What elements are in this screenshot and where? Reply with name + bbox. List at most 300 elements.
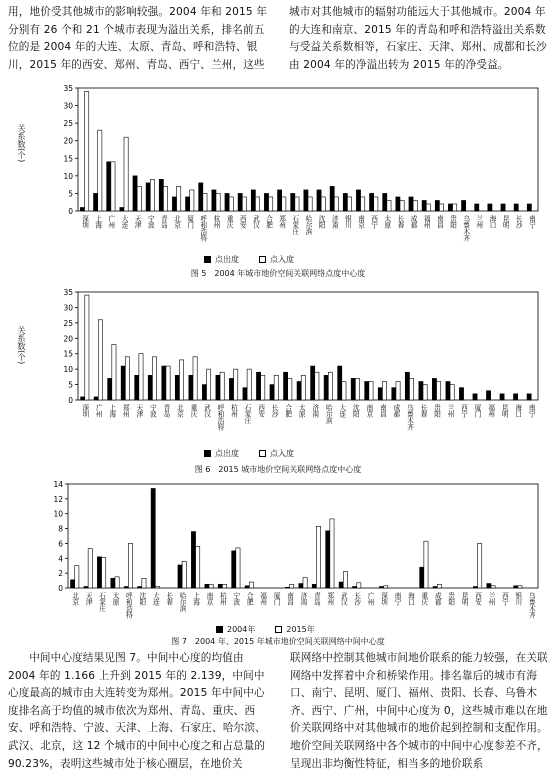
x-tick-label: 成都 [409, 215, 418, 229]
x-tick-label: 上海 [107, 404, 116, 418]
bar-a [392, 388, 396, 400]
bar-a [94, 193, 98, 211]
x-tick-label: 武汉 [339, 592, 348, 606]
x-tick-label: 深圳 [379, 592, 388, 606]
bar-a [285, 587, 289, 588]
bar-a [501, 204, 505, 211]
bar-a [107, 162, 111, 211]
bar-b [295, 197, 299, 211]
bar-a [111, 578, 115, 588]
x-tick-label: 海口 [406, 592, 415, 606]
bar-b [190, 190, 194, 211]
x-tick-label: 郑州 [121, 404, 130, 418]
x-tick-label: 成都 [391, 404, 400, 418]
bar-b [196, 546, 200, 588]
bar-a [81, 397, 85, 400]
x-tick-label: 西宁 [369, 215, 378, 229]
x-tick-label: 南昌 [285, 592, 294, 606]
x-tick-label: 石家庄 [97, 592, 106, 612]
x-tick-label: 南宁 [527, 404, 536, 418]
bar-b [478, 543, 482, 588]
bar-a [405, 372, 409, 400]
bar-a [245, 586, 249, 588]
x-tick-label: 西安 [256, 404, 265, 418]
x-tick-label: 南京 [205, 592, 213, 606]
bar-b [453, 204, 457, 211]
bar-b [220, 372, 224, 400]
x-tick-label: 长春 [419, 404, 427, 418]
bar-a [488, 204, 492, 211]
y-tick-label: 5 [68, 380, 73, 390]
bar-a [527, 394, 531, 400]
x-tick-label: 北京 [172, 215, 181, 229]
x-tick-label: 海口 [513, 404, 522, 418]
bar-b [139, 354, 143, 400]
bar-b [85, 92, 89, 211]
bar-a [199, 183, 203, 211]
figure-5 [8, 84, 548, 284]
x-tick-label: 兰州 [474, 215, 483, 229]
legend-label: 点出度 [215, 449, 239, 458]
bar-b [115, 577, 119, 588]
y-tick-label: 25 [63, 119, 73, 129]
bar-b [111, 162, 115, 211]
bar-a [514, 394, 518, 400]
legend-label: 点出度 [215, 255, 239, 264]
bar-b [261, 375, 265, 400]
bar-a [409, 197, 413, 211]
bar-a [396, 197, 400, 211]
x-tick-label: 南京 [356, 215, 365, 229]
x-tick-label: 哈尔滨 [304, 215, 312, 235]
legend-label: 点入度 [270, 449, 294, 458]
bar-a [462, 200, 466, 211]
bar-b [124, 137, 128, 211]
x-tick-label: 西宁 [459, 404, 468, 418]
bar-b [374, 197, 378, 211]
bar-b [409, 378, 413, 400]
bar-b [166, 366, 170, 400]
bar-a [212, 190, 216, 211]
bar-a [121, 366, 125, 400]
bar-b [357, 583, 361, 588]
legend-label: 点入度 [270, 255, 294, 264]
figure-5-legend [204, 254, 294, 265]
bar-a [356, 190, 360, 211]
bar-a [256, 372, 260, 400]
bar-b [424, 541, 428, 588]
bar-b [242, 197, 246, 211]
bar-a [383, 193, 387, 211]
bar-a [133, 176, 137, 211]
x-tick-label: 合肥 [283, 404, 292, 418]
bar-b [155, 587, 159, 588]
bar-b [384, 586, 388, 588]
bar-b [316, 526, 320, 588]
bar-a [473, 394, 477, 400]
figure-7-caption: 图 7 2004 年、2015 年城市地价空间关联网络中间中心度 [171, 637, 385, 646]
legend-swatch-white [259, 256, 266, 263]
x-tick-label: 北京 [70, 592, 79, 606]
x-tick-label: 合肥 [264, 215, 273, 229]
bar-a [459, 388, 463, 400]
bar-a [278, 190, 282, 211]
bar-a [324, 375, 328, 400]
x-tick-label: 大连 [337, 404, 346, 418]
x-tick-label: 郑州 [325, 592, 334, 606]
x-tick-label: 武汉 [251, 215, 260, 229]
y-tick-label: 0 [58, 584, 63, 593]
bar-a [338, 366, 342, 400]
bar-b [85, 295, 89, 400]
x-tick-label: 南宁 [393, 592, 401, 606]
bar-a [317, 190, 321, 211]
bar-a [216, 375, 220, 400]
bar-a [365, 381, 369, 400]
bar-b [179, 360, 183, 400]
bar-b [182, 561, 186, 588]
x-tick-label: 石家庄 [243, 404, 252, 424]
legend-label: 2015年 [286, 625, 315, 634]
y-tick-label: 10 [63, 171, 73, 181]
bar-a [138, 587, 142, 588]
x-tick-label: 长沙 [270, 404, 279, 418]
bar-b [301, 375, 305, 400]
x-tick-label: 福州 [422, 215, 431, 229]
x-tick-label: 银川 [343, 215, 352, 229]
bar-b [137, 186, 141, 211]
text-bottom-left: 中间中心度结果见图 7。中间中心度的均值由 2004 年的 1.166 上升到 2015 年的 2.139，中间中心度最高的城市由大连转变为郑州。2015 年中间中心度排名高于均值的城市依次为郑州、青岛、重庆、西安、呼和浩特、宁波、天津、上海、石家庄、哈尔滨、武汉、北京，这 12 个城市的中间中心度之和占总量的 90.23%，表明这些城市处于核心圈层，在地价关 [8, 652, 266, 770]
x-tick-label: 福州 [486, 404, 495, 418]
bar-b [209, 584, 213, 588]
bar-a [291, 193, 295, 211]
bar-a [186, 197, 190, 211]
x-tick-label: 青岛 [159, 215, 168, 229]
bar-b [369, 381, 373, 400]
bar-a [343, 193, 347, 211]
legend-swatch-white [259, 450, 266, 457]
x-tick-label: 青岛 [161, 404, 170, 418]
x-tick-label: 上海 [93, 215, 102, 229]
bar-b [288, 378, 292, 400]
x-tick-label: 昆明 [501, 215, 510, 229]
bar-a [243, 388, 247, 400]
bar-a [304, 190, 308, 211]
bar-a [270, 385, 274, 400]
bar-b [334, 197, 338, 211]
y-tick-label: 12 [53, 494, 63, 504]
y-tick-label: 15 [63, 154, 73, 164]
bar-b [234, 369, 238, 400]
bar-b [236, 548, 240, 588]
bar-b [413, 200, 417, 211]
x-tick-label: 厦门 [272, 592, 281, 606]
x-tick-label: 天津 [84, 592, 93, 606]
y-tick-label: 2 [58, 569, 63, 579]
bar-a [297, 381, 301, 400]
x-tick-label: 郑州 [277, 215, 286, 229]
bar-b [247, 369, 251, 400]
x-tick-label: 杭州 [212, 215, 220, 229]
bar-b [361, 197, 365, 211]
x-tick-label: 杭州 [229, 404, 238, 418]
bar-b [177, 186, 181, 211]
bar-b [102, 558, 106, 588]
legend-swatch-black [216, 626, 223, 633]
x-tick-label: 贵阳 [446, 592, 455, 606]
bar-a [148, 375, 152, 400]
x-tick-label: 兰州 [487, 592, 495, 606]
x-tick-label: 沈阳 [351, 404, 360, 418]
bar-a [500, 394, 504, 400]
bar-a [135, 375, 139, 400]
bar-b [439, 204, 443, 211]
x-tick-label: 宁波 [146, 215, 155, 229]
y-tick-label: 30 [63, 303, 73, 313]
bar-b [387, 200, 391, 211]
bar-b [382, 381, 386, 400]
figure-7-legend [216, 624, 315, 635]
bar-b [249, 582, 253, 588]
bar-a [448, 204, 452, 211]
x-tick-label: 福州 [258, 592, 267, 606]
bar-a [172, 197, 176, 211]
x-tick-label: 成都 [433, 592, 442, 606]
x-tick-label: 重庆 [189, 404, 197, 418]
bar-a [238, 193, 242, 211]
bar-b [290, 584, 294, 588]
plot-frame [78, 292, 538, 400]
bar-b [330, 519, 334, 588]
bar-a [229, 378, 233, 400]
bar-a [312, 584, 316, 588]
bar-b [303, 578, 307, 588]
bar-a [446, 381, 450, 400]
bar-a [433, 587, 437, 588]
x-tick-label: 重庆 [225, 215, 234, 229]
x-tick-label: 银川 [513, 592, 522, 606]
x-tick-label: 广州 [94, 404, 103, 418]
bar-b [229, 197, 233, 211]
bar-b [355, 378, 359, 400]
plot-frame [68, 484, 538, 588]
bar-a [473, 587, 477, 588]
bar-b [163, 186, 167, 211]
bar-b [437, 584, 441, 588]
bar-a [378, 388, 382, 400]
bar-a [108, 378, 112, 400]
bar-a [527, 204, 531, 211]
bar-a [97, 557, 101, 588]
bar-a [311, 366, 315, 400]
x-tick-label: 长沙 [514, 215, 523, 229]
bar-a [191, 532, 195, 588]
bar-b [321, 197, 325, 211]
bar-a [146, 183, 150, 211]
x-tick-label: 大连 [151, 592, 160, 606]
bar-b [98, 130, 102, 211]
bar-b [269, 197, 273, 211]
x-tick-label: 济南 [330, 215, 339, 229]
legend-swatch-white [275, 626, 282, 633]
x-tick-label: 西安 [238, 215, 247, 229]
x-tick-label: 呼和浩特 [216, 404, 225, 431]
y-tick-label: 30 [63, 101, 73, 111]
bar-a [225, 193, 229, 211]
bar-b [400, 200, 404, 211]
figure-5-caption: 图 5 2004 年城市地价空间关联网络点度中心度 [190, 269, 366, 278]
y-tick-label: 15 [63, 349, 73, 359]
bar-b [128, 543, 132, 588]
bar-a [71, 580, 75, 588]
x-tick-label: 杭州 [218, 592, 227, 606]
x-tick-label: 厦门 [473, 404, 482, 418]
x-tick-label: 南京 [364, 404, 373, 418]
x-tick-label: 乌鲁木齐 [405, 404, 414, 431]
bar-b [216, 193, 220, 211]
y-tick-label: 14 [53, 480, 63, 489]
x-tick-label: 北京 [175, 404, 184, 418]
x-tick-label: 太原 [111, 592, 119, 606]
bar-a [175, 375, 179, 400]
y-tick-label: 35 [63, 84, 73, 93]
bar-a [218, 584, 222, 588]
bar-b [255, 197, 259, 211]
bar-a [84, 587, 88, 588]
bar-b [282, 197, 286, 211]
bar-b [88, 549, 92, 588]
y-tick-label: 0 [68, 396, 73, 405]
figure-5-ylabel: 关系数(个) [17, 124, 26, 163]
bar-a [435, 200, 439, 211]
x-tick-label: 海口 [488, 215, 496, 229]
x-tick-label: 深圳 [80, 215, 89, 229]
legend-swatch-black [204, 450, 211, 457]
x-tick-label: 哈尔滨 [178, 592, 187, 612]
y-tick-label: 20 [63, 136, 73, 146]
x-tick-label: 石家庄 [290, 215, 299, 235]
bar-a [284, 372, 288, 400]
text-bottom-right: 联网络中控制其他城市间地价联系的能力较强，在关联网络中发挥着中介和桥梁作用。排名靠后的城市有海口、南宁、昆明、厦门、福州、贵阳、长春、乌鲁木齐、西宁、广州，中间中心度为 0，这些城市难以在地价关联网络中对其他城市的地价起到控制和支配作用。地价空间关联网络中各个城市的中间中心度参差不齐，呈现出非均衡性特征，相当多的地价联系 [290, 652, 548, 770]
figure-6-caption: 图 6 2015 城市地价空间关联网络点度中心度 [194, 465, 362, 474]
bar-b [150, 179, 154, 211]
bar-b [98, 320, 102, 400]
figure-6-ylabel: 关系数(个) [17, 326, 26, 365]
y-tick-label: 6 [58, 539, 63, 549]
x-tick-label: 太原 [297, 404, 306, 418]
bar-a [80, 207, 84, 211]
x-tick-label: 贵阳 [432, 404, 441, 418]
y-tick-label: 20 [63, 334, 73, 344]
x-tick-label: 济南 [299, 592, 307, 606]
bar-b [423, 385, 427, 400]
bar-a [419, 381, 423, 400]
y-tick-label: 0 [68, 207, 73, 216]
x-tick-label: 沈阳 [317, 215, 326, 229]
bar-b [343, 572, 347, 588]
bar-a [264, 193, 268, 211]
bar-a [487, 584, 491, 588]
x-tick-label: 宁波 [148, 404, 157, 418]
bar-b [518, 586, 522, 588]
bar-b [142, 578, 146, 588]
bar-b [193, 357, 197, 400]
bar-b [75, 566, 79, 588]
bar-a [205, 584, 209, 588]
bar-b [491, 586, 495, 588]
y-tick-label: 4 [58, 554, 63, 564]
bar-a [353, 587, 357, 588]
x-tick-label: 广州 [106, 215, 115, 229]
y-tick-label: 10 [63, 365, 73, 375]
x-tick-label: 青岛 [312, 592, 321, 606]
bar-b [274, 375, 278, 400]
x-tick-label: 昆明 [460, 592, 469, 606]
bar-a [326, 531, 330, 588]
x-tick-label: 哈尔滨 [324, 404, 333, 424]
bar-b [437, 381, 441, 400]
x-tick-label: 贵阳 [448, 215, 457, 229]
x-tick-label: 乌鲁木齐 [461, 215, 470, 242]
bar-a [339, 582, 343, 588]
y-tick-label: 8 [58, 524, 63, 534]
x-tick-label: 呼和浩特 [124, 592, 133, 619]
bar-a [162, 366, 166, 400]
bar-a [330, 186, 334, 211]
bar-a [370, 193, 374, 211]
bar-b [315, 372, 319, 400]
x-tick-label: 深圳 [80, 404, 89, 418]
x-tick-label: 西宁 [500, 592, 509, 606]
x-tick-label: 厦门 [185, 215, 194, 229]
bar-a [299, 584, 303, 588]
y-tick-label: 5 [68, 189, 73, 199]
bar-a [420, 567, 424, 588]
bar-a [159, 179, 163, 211]
figure-7-chart [8, 480, 548, 648]
bar-a [120, 207, 124, 211]
figure-6 [8, 286, 548, 484]
bar-b [347, 197, 351, 211]
x-tick-label: 济南 [310, 404, 319, 418]
bar-b [308, 197, 312, 211]
x-tick-label: 天津 [134, 404, 143, 418]
bar-b [222, 584, 226, 588]
bar-a [422, 200, 426, 211]
bar-b [125, 357, 129, 400]
x-tick-label: 乌鲁木齐 [527, 592, 536, 619]
bar-a [379, 587, 383, 588]
x-tick-label: 西安 [473, 592, 482, 606]
bar-a [514, 204, 518, 211]
x-tick-label: 长春 [164, 592, 173, 606]
figure-6-legend [204, 448, 294, 459]
legend-swatch-black [204, 256, 211, 263]
legend-label: 2004年 [227, 625, 256, 634]
bar-a [351, 378, 355, 400]
x-tick-label: 长沙 [352, 592, 361, 606]
y-tick-label: 10 [53, 509, 63, 519]
y-tick-label: 35 [63, 288, 73, 297]
bar-a [432, 378, 436, 400]
bar-a [124, 587, 128, 588]
text-top-right: 城市对其他城市的辐射功能远大于其他城市。2004 年的大连和南京、2015 年的青岛和呼和浩特溢出关系数与受益关系数相等，石家庄、天津、郑州、成都和长沙由 2004 年的净溢出转为 2015 年的净受益。 [289, 6, 547, 71]
x-tick-label: 南昌 [435, 215, 444, 229]
bar-b [207, 369, 211, 400]
bar-a [189, 375, 193, 400]
bar-a [514, 586, 518, 588]
x-tick-label: 兰州 [446, 404, 455, 418]
